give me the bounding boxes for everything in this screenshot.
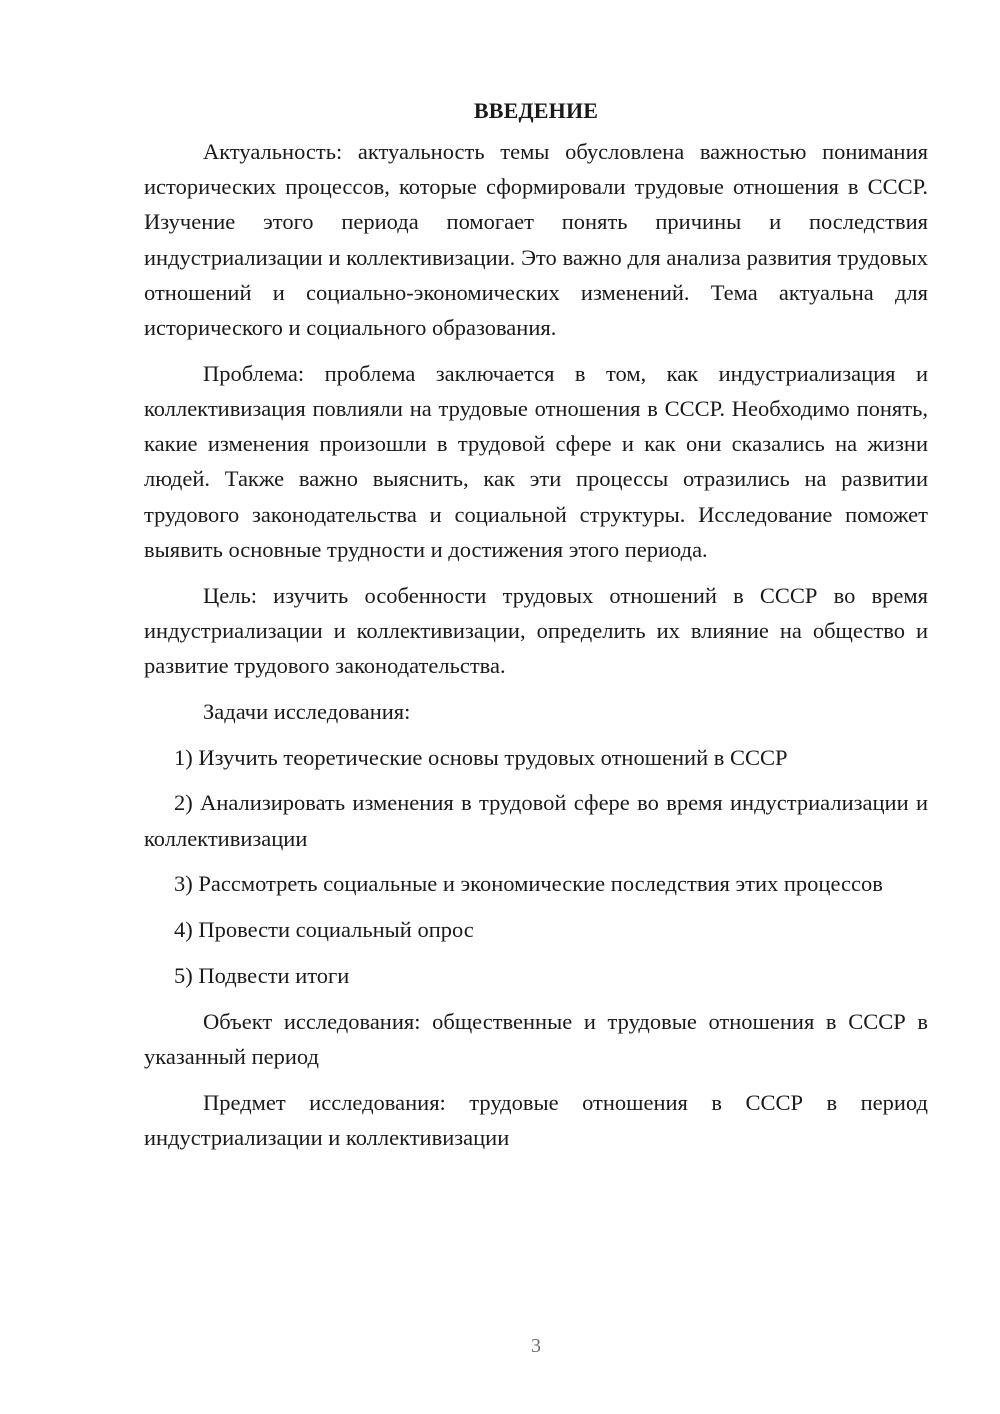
paragraph-relevance: Актуальность: актуальность темы обусловлена важностью понимания исторических процессов, которые сформировали трудовые отношения в СССР. Изучение этого периода помогает понять причины и последствия индустриализации и коллективизации. Это важно для анализа развития трудовых отношений и социально-экономических изменений. Тема актуальна для исторического и социального образования. xyxy=(144,139,928,341)
page-number: 3 xyxy=(531,1335,541,1357)
paragraph-subject: Предмет исследования: трудовые отношения в СССР в период индустриализации и коллективизации xyxy=(144,1089,928,1151)
paragraph-problem: Проблема: проблема заключается в том, как индустриализация и коллективизация повлияли на трудовые отношения в СССР. Необходимо понять, какие изменения произошли в трудовой сфере и как они сказались на жизни людей. Также важно выяснить, как эти процессы отразились на развитии трудового законодательства и социальной структуры. Исследование поможет выявить основные трудности и достижения этого периода. xyxy=(144,360,928,562)
task-item: 3) Рассмотреть социальные и экономические последствия этих процессов xyxy=(174,871,883,897)
section-heading: ВВЕДЕНИЕ xyxy=(473,98,599,123)
task-item: 2) Анализировать изменения в трудовой сфере во время индустриализации и коллективизации xyxy=(144,790,928,851)
tasks-intro: Задачи исследования: xyxy=(203,698,411,724)
task-item: 5) Подвести итоги xyxy=(174,963,350,989)
task-item: 1) Изучить теоретические основы трудовых отношений в СССР xyxy=(174,744,788,770)
task-item: 4) Провести социальный опрос xyxy=(174,917,474,943)
paragraph-goal: Цель: изучить особенности трудовых отношений в СССР во время индустриализации и коллективизации, определить их влияние на общество и развитие трудового законодательства. xyxy=(144,582,928,679)
page-content xyxy=(144,96,928,1166)
paragraph-object: Объект исследования: общественные и трудовые отношения в СССР в указанный период xyxy=(144,1008,928,1070)
